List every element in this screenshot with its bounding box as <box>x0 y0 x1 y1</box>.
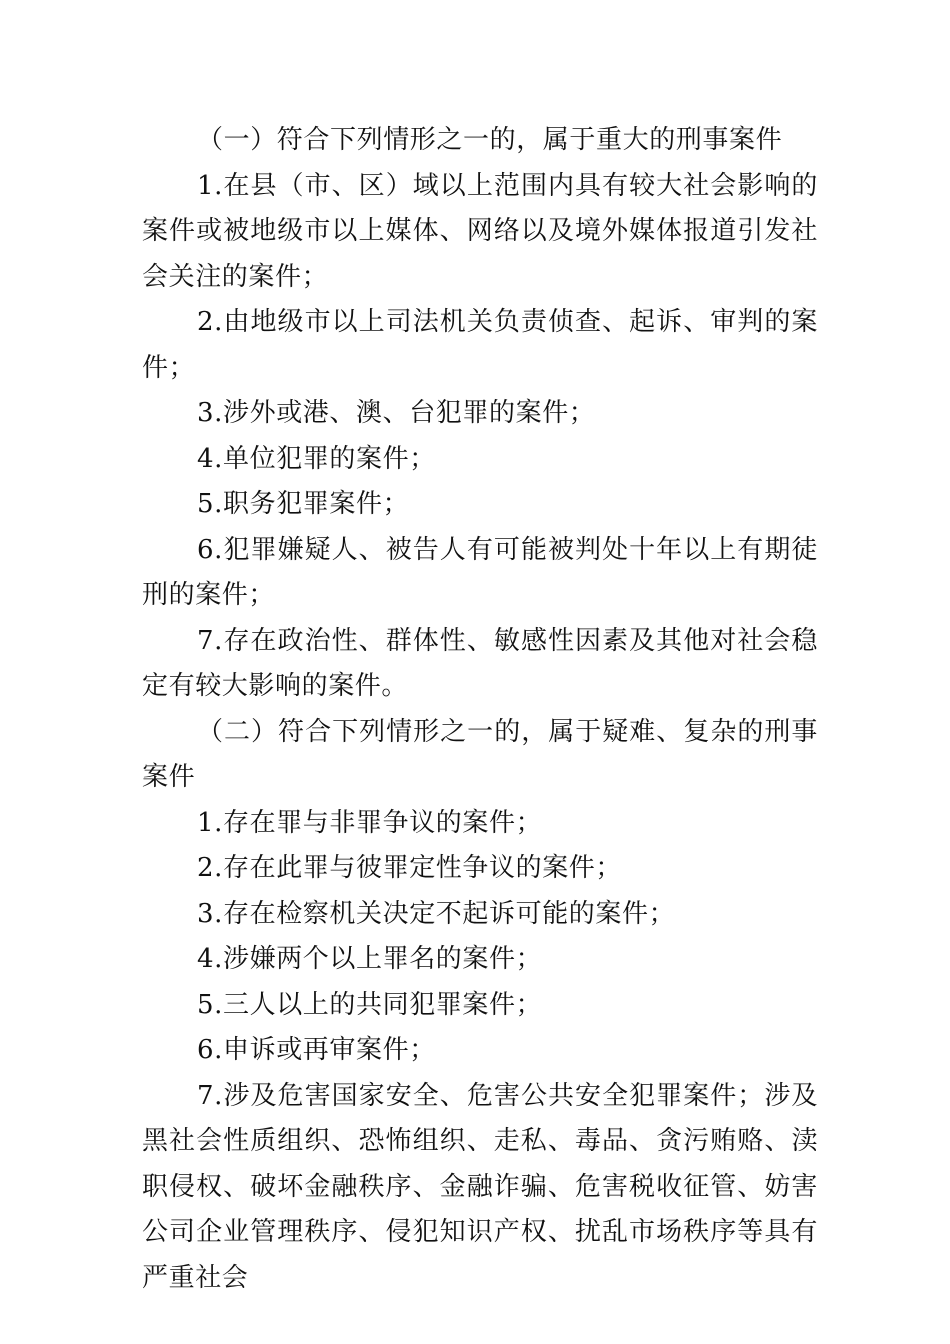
list-item: 6.申诉或再审案件； <box>197 1035 436 1065</box>
list-item: 7.存在政治性、群体性、敏感性因素及其他对社会稳定有较大影响的案件。 <box>142 625 818 701</box>
list-item: 5.职务犯罪案件； <box>197 489 410 519</box>
list-item: 1.存在罪与非罪争议的案件； <box>197 807 543 838</box>
document-body <box>142 118 818 1301</box>
list-item: 4.单位犯罪的案件； <box>197 443 436 474</box>
list-item: 7.涉及危害国家安全、危害公共安全犯罪案件；涉及黑社会性质组织、恐怖组织、走私、毒品、贪污贿赂、渎职侵权、破坏金融秩序、金融诈骗、危害税收征管、妨害公司企业管理秩序、侵犯知识产权、扰乱市场秩序等具有严重社会 <box>142 1080 818 1293</box>
list-item: 2.由地级市以上司法机关负责侦查、起诉、审判的案件； <box>142 307 818 383</box>
list-item: 2.存在此罪与彼罪定性争议的案件； <box>197 853 623 883</box>
list-item: 4.涉嫌两个以上罪名的案件； <box>197 944 543 974</box>
section-heading-1: （一）符合下列情形之一的，属于重大的刑事案件 <box>197 125 783 155</box>
list-item: 3.存在检察机关决定不起诉可能的案件； <box>197 898 676 929</box>
section-heading-2: （二）符合下列情形之一的，属于疑难、复杂的刑事案件 <box>142 716 818 792</box>
list-item: 5.三人以上的共同犯罪案件； <box>197 989 543 1020</box>
list-item: 6.犯罪嫌疑人、被告人有可能被判处十年以上有期徒刑的案件； <box>142 534 818 610</box>
list-item: 1.在县（市、区）域以上范围内具有较大社会影响的案件或被地级市以上媒体、网络以及境外媒体报道引发社会关注的案件； <box>142 170 818 292</box>
list-item: 3.涉外或港、澳、台犯罪的案件； <box>197 398 596 428</box>
